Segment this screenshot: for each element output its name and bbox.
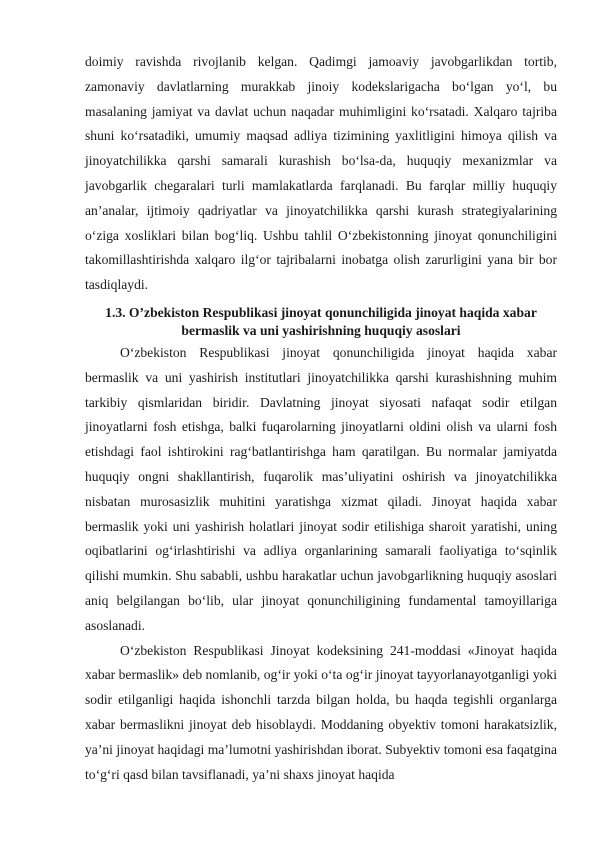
paragraph-body-2: O‘zbekiston Respublikasi Jinoyat kodeksining 241-moddasi «Jinoyat haqida xabar bermaslik» deb nomlanib, og‘ir yoki o‘ta og‘ir jinoyat tayyorlanayotganligi yoki sodir etilganligi haqida ishonchli tarzda bilgan holda, bu haqda tegishli organlarga xabar bermaslikni jinoyat deb hisoblaydi. Moddaning obyektiv tomoni harakatsizlik, ya’ni jinoyat haqidagi ma’lumotni yashirishdan iborat. Subyektiv tomoni esa faqatgina to‘g‘ri qasd bilan tavsiflanadi, ya’ni shaxs jinoyat haqida [85,642,557,782]
paragraph-body-1: O‘zbekiston Respublikasi jinoyat qonunchiligida jinoyat haqida xabar bermaslik va uni yashirish institutlari jinoyatchilikka qarshi kurashishning muhim tarkibiy qismlaridan biridir. Davlatning jinoyat siyosati nafaqat sodir etilgan jinoyatlarni fosh etishga, balki fuqarolarning jinoyatlarni oldini olish va ularni fosh etishdagi faol ishtirokini rag‘batlantirishga ham qaratilgan. Bu normalar jamiyatda huquqiy ongni shakllantirish, fuqarolik mas’uliyatini oshirish va jinoyatchilikka nisbatan murosasizlik muhitini yaratishga xizmat qiladi. Jinoyat haqida xabar bermaslik yoki uni yashirish holatlari jinoyat sodir etilishiga sharoit yaratishi, uning oqibatlarini og‘irlashtirishi va adliya organlarining samarali faoliyatiga to‘sqinlik qilishi mumkin. Shu sababli, ushbu harakatlar uchun javobgarlikning huquqiy asoslari aniq belgilangan bo‘lib, ular jinoyat qonunchiligining fundamental tamoyillariga asoslanadi. [85,344,557,633]
document-page [85,50,557,787]
paragraph-intro: doimiy ravishda rivojlanib kelgan. Qadimgi jamoaviy javobgarlikdan tortib, zamonaviy davlatlarning murakkab jinoiy kodekslarigacha bo‘lgan yo‘l, bu masalaning jamiyat va davlat uchun naqadar muhimligini ko‘rsatadi. Xalqaro tajriba shuni ko‘rsatadiki, umumiy maqsad adliya tizimining yaxlitligini himoya qilish va jinoyatchilikka qarshi samarali kurashish bo‘lsa-da, huquqiy mexanizmlar va javobgarlik chegaralari turli mamlakatlarda farqlanadi. Bu farqlar milliy huquqiy an’analar, ijtimoiy qadriyatlar va jinoyatchilikka qarshi kurash strategiyalarining o‘ziga xosliklari bilan bog‘liq. Ushbu tahlil O‘zbekistonning jinoyat qonunchiligini takomillashtirishda xalqaro ilg‘or tajribalarni inobatga olish zarurligini yana bir bor tasdiqlaydi. [85,54,557,293]
section-heading: 1.3. O’zbekiston Respublikasi jinoyat qonunchiligida jinoyat haqida xabar bermaslik va uni yashirishning huquqiy asoslari [105,304,537,339]
